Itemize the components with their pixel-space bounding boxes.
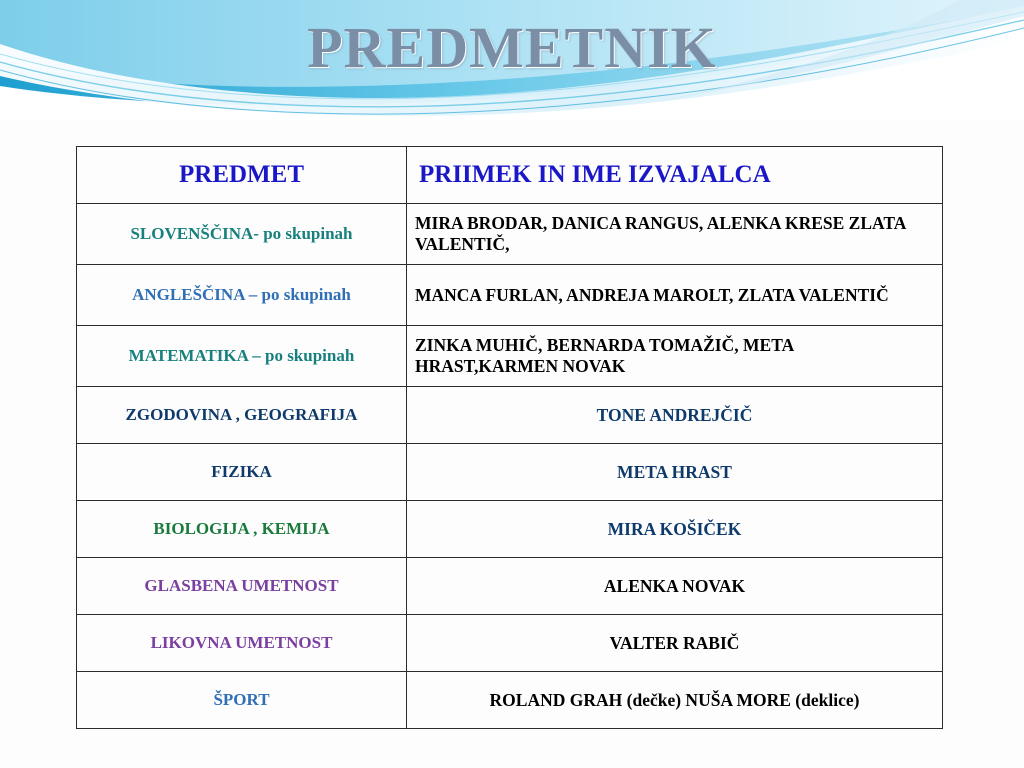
teacher-cell: ZINKA MUHIČ, BERNARDA TOMAŽIČ, META HRAST,KARMEN NOVAK	[407, 326, 943, 387]
subject-cell: ANGLEŠČINA – po skupinah	[77, 265, 407, 326]
table-row	[77, 501, 943, 558]
table-row	[77, 615, 943, 672]
subject-cell: GLASBENA UMETNOST	[77, 558, 407, 615]
column-header-teacher: PRIIMEK IN IME IZVAJALCA	[407, 147, 943, 204]
subject-cell: ZGODOVINA , GEOGRAFIJA	[77, 387, 407, 444]
table-row	[77, 326, 943, 387]
table-row	[77, 387, 943, 444]
subject-cell: BIOLOGIJA , KEMIJA	[77, 501, 407, 558]
page-title: PREDMETNIK	[307, 15, 717, 80]
teacher-cell: VALTER RABIČ	[407, 615, 943, 672]
teacher-cell: ROLAND GRAH (dečke) NUŠA MORE (deklice)	[407, 672, 943, 729]
teacher-cell: MIRA BRODAR, DANICA RANGUS, ALENKA KRESE ZLATA VALENTIČ,	[407, 204, 943, 265]
table-row	[77, 265, 943, 326]
subjects-table-container	[76, 146, 942, 729]
table-row	[77, 204, 943, 265]
subject-cell: ŠPORT	[77, 672, 407, 729]
subject-cell: FIZIKA	[77, 444, 407, 501]
subject-cell: MATEMATIKA – po skupinah	[77, 326, 407, 387]
teacher-cell: TONE ANDREJČIČ	[407, 387, 943, 444]
teacher-cell: META HRAST	[407, 444, 943, 501]
subject-cell: LIKOVNA UMETNOST	[77, 615, 407, 672]
teacher-cell: MANCA FURLAN, ANDREJA MAROLT, ZLATA VALENTIČ	[407, 265, 943, 326]
table-row	[77, 444, 943, 501]
table-header-row	[77, 147, 943, 204]
subjects-table	[76, 146, 943, 729]
column-header-subject: PREDMET	[77, 147, 407, 204]
subject-cell: SLOVENŠČINA- po skupinah	[77, 204, 407, 265]
table-row	[77, 558, 943, 615]
table-row	[77, 672, 943, 729]
table-body	[77, 204, 943, 729]
teacher-cell: ALENKA NOVAK	[407, 558, 943, 615]
teacher-cell: MIRA KOŠIČEK	[407, 501, 943, 558]
